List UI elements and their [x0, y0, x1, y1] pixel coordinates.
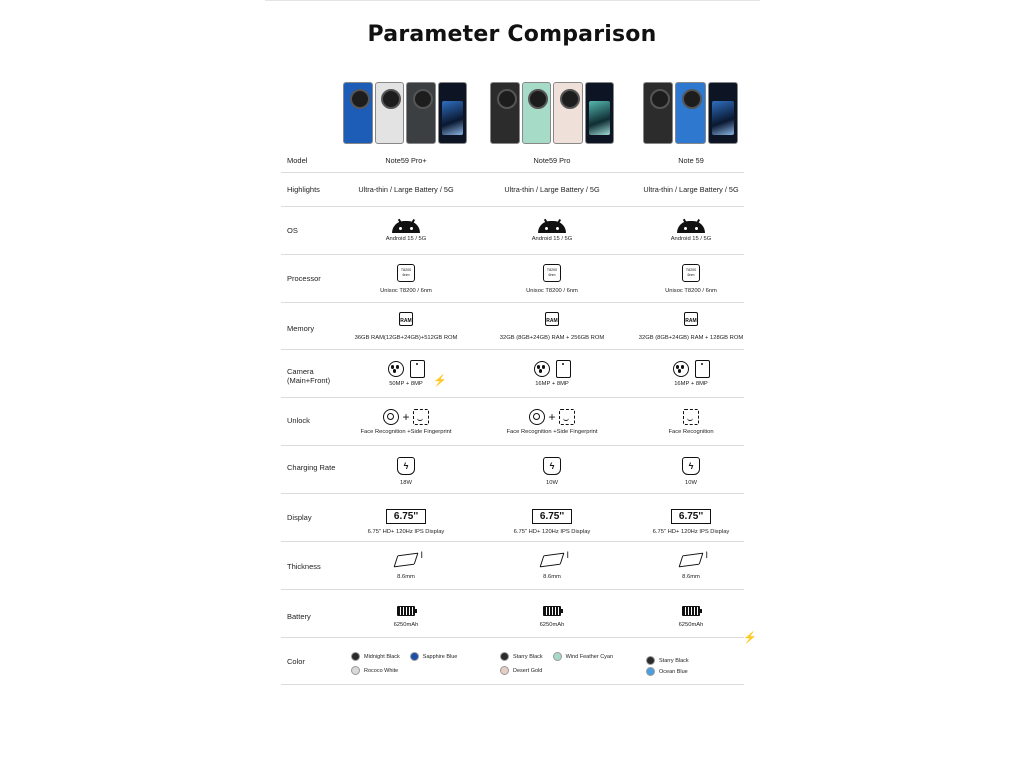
charging-cell	[336, 457, 476, 486]
color-list	[500, 652, 623, 677]
memory-value: 32GB (8GB+24GB) RAM + 256GB ROM	[499, 335, 605, 341]
camera-value: 16MP + 8MP	[535, 381, 569, 388]
row-label: Display	[287, 513, 312, 522]
display-size-badge: 6.75''	[671, 509, 711, 524]
battery-value: 6250mAh	[393, 622, 419, 628]
os-cell	[621, 219, 761, 242]
row-label: Memory	[287, 324, 315, 333]
phone-back-cyan	[522, 82, 552, 144]
rear-camera-icon	[673, 361, 689, 377]
memory-cell	[336, 312, 476, 341]
charging-value: 10W	[546, 480, 558, 486]
thickness-cell	[482, 550, 622, 580]
color-option: Desert Gold	[500, 666, 542, 675]
phone-back-black	[643, 82, 673, 144]
phone-image-pro	[490, 82, 614, 144]
color-swatch	[500, 666, 509, 675]
processor-value: Unisoc T8200 / 6nm	[526, 288, 578, 294]
thickness-marker: I	[705, 550, 708, 560]
android-icon	[392, 219, 420, 233]
memory-value: 36GB RAM(12GB+24GB)+512GB ROM	[354, 335, 458, 341]
phone-back-blue	[675, 82, 705, 144]
display-value: 6.75" HD+ 120Hz IPS Display	[652, 529, 730, 535]
android-icon	[538, 219, 566, 233]
battery-icon	[543, 606, 561, 616]
color-option: Midnight Black	[351, 652, 400, 661]
color-swatch	[500, 652, 509, 661]
processor-value: Unisoc T8200 / 6nm	[380, 288, 432, 294]
row-label: Highlights	[287, 185, 320, 194]
battery-icon	[397, 606, 415, 616]
display-value: 6.75" HD+ 120Hz IPS Display	[367, 529, 445, 535]
charging-cell	[621, 457, 761, 486]
row-label: Color	[287, 657, 305, 666]
row-model	[281, 148, 744, 173]
phone-back-gold	[553, 82, 583, 144]
row-os	[281, 207, 744, 255]
unlock-value: Face Recognition +Side Fingerprint	[360, 429, 452, 435]
phone-back-black	[406, 82, 436, 144]
rear-camera-icon	[534, 361, 550, 377]
os-cell	[336, 219, 476, 242]
charging-value: 10W	[685, 480, 697, 486]
fingerprint-icon	[529, 409, 545, 425]
chip-icon: T8200 6nm	[397, 264, 415, 282]
model-name: Note59 Pro+	[385, 156, 427, 165]
face-id-icon	[683, 409, 699, 425]
color-swatch	[646, 656, 655, 665]
row-label: Unlock	[287, 416, 310, 425]
phone-image-pro-plus	[343, 82, 467, 144]
row-battery	[281, 590, 744, 638]
display-size-badge: 6.75''	[532, 509, 572, 524]
camera-cell	[482, 360, 622, 387]
battery-icon	[682, 606, 700, 616]
display-cell	[621, 506, 761, 535]
ram-icon: RAM	[684, 312, 698, 326]
color-list	[351, 652, 467, 677]
battery-cell	[482, 606, 622, 628]
charger-icon: ϟ	[543, 457, 561, 475]
display-cell	[482, 506, 622, 535]
camera-cell	[336, 360, 476, 387]
phone-back-black	[490, 82, 520, 144]
row-unlock	[281, 398, 744, 446]
row-camera	[281, 350, 744, 398]
display-size-badge: 6.75''	[386, 509, 426, 524]
plus-sign: +	[548, 409, 556, 424]
phone-back-white	[375, 82, 405, 144]
thickness-value: 8.6mm	[682, 574, 700, 580]
row-display	[281, 494, 744, 542]
unlock-value: Face Recognition +Side Fingerprint	[506, 429, 598, 435]
color-option: Ocean Blue	[646, 667, 688, 676]
phone-front-screen	[708, 82, 738, 144]
color-option: Starry Black	[500, 652, 543, 661]
fingerprint-icon	[383, 409, 399, 425]
memory-cell	[621, 312, 761, 341]
highlights-value: Ultra-thin / Large Battery / 5G	[358, 185, 454, 194]
rear-camera-icon	[388, 361, 404, 377]
phone-back-blue	[343, 82, 373, 144]
display-value: 6.75" HD+ 120Hz IPS Display	[513, 529, 591, 535]
color-swatch	[553, 652, 562, 661]
thickness-icon	[679, 553, 704, 568]
charger-icon: ϟ	[682, 457, 700, 475]
battery-value: 6250mAh	[678, 622, 704, 628]
os-cell	[482, 219, 622, 242]
phone-image-note59	[643, 82, 738, 144]
row-label: Processor	[287, 274, 321, 283]
row-processor	[281, 255, 744, 303]
os-value: Android 15 / 5G	[531, 236, 573, 242]
charging-cell	[482, 457, 622, 486]
highlights-value: Ultra-thin / Large Battery / 5G	[504, 185, 600, 194]
color-list	[646, 656, 744, 678]
camera-cell	[621, 360, 761, 387]
highlights-value: Ultra-thin / Large Battery / 5G	[643, 185, 739, 194]
lightning-icon: ⚡	[743, 632, 757, 644]
row-charging	[281, 446, 744, 494]
face-id-icon	[559, 409, 575, 425]
os-value: Android 15 / 5G	[385, 236, 427, 242]
front-camera-icon	[556, 360, 571, 378]
charging-value: 18W	[400, 480, 412, 486]
row-label: Camera (Main+Front)	[287, 367, 331, 385]
row-highlights	[281, 173, 744, 207]
thickness-marker: I	[420, 550, 423, 560]
color-swatch	[646, 667, 655, 676]
unlock-value: Face Recognition	[668, 429, 714, 435]
thickness-value: 8.6mm	[543, 574, 561, 580]
ram-icon: RAM	[545, 312, 559, 326]
face-id-icon	[413, 409, 429, 425]
model-name: Note59 Pro	[533, 156, 571, 165]
row-label: OS	[287, 226, 298, 235]
plus-sign: +	[402, 409, 410, 424]
phone-front-screen	[438, 82, 468, 144]
unlock-cell	[621, 408, 761, 435]
processor-cell	[482, 264, 622, 294]
battery-cell	[336, 606, 476, 628]
unlock-cell	[482, 408, 622, 435]
thickness-value: 8.6mm	[397, 574, 415, 580]
color-swatch	[351, 666, 360, 675]
thickness-cell	[336, 550, 476, 580]
front-camera-icon	[695, 360, 710, 378]
display-cell	[336, 506, 476, 535]
row-label: Thickness	[287, 562, 321, 571]
processor-cell	[621, 264, 761, 294]
thickness-icon	[394, 553, 419, 568]
camera-value: 50MP + 8MP	[389, 381, 423, 388]
os-value: Android 15 / 5G	[670, 236, 712, 242]
thickness-cell	[621, 550, 761, 580]
row-label: Model	[287, 156, 308, 165]
color-option: Wind Feather Cyan	[553, 652, 613, 661]
processor-cell	[336, 264, 476, 294]
chip-icon: T8200 6nm	[682, 264, 700, 282]
phone-front-screen	[585, 82, 615, 144]
camera-value: 16MP + 8MP	[674, 381, 708, 388]
thickness-marker: I	[566, 550, 569, 560]
thickness-icon	[540, 553, 565, 568]
color-option: Rococo White	[351, 666, 398, 675]
row-thickness	[281, 542, 744, 590]
battery-value: 6250mAh	[539, 622, 565, 628]
row-color	[281, 638, 744, 685]
top-divider	[265, 0, 760, 1]
row-label: Battery	[287, 612, 311, 621]
ram-icon: RAM	[399, 312, 413, 326]
front-camera-icon	[410, 360, 425, 378]
page-title: Parameter Comparison	[367, 22, 657, 47]
charger-icon: ϟ	[397, 457, 415, 475]
memory-value: 32GB (8GB+24GB) RAM + 128GB ROM	[638, 335, 744, 341]
battery-cell	[621, 606, 761, 628]
model-name: Note 59	[678, 156, 704, 165]
color-option: Starry Black	[646, 656, 689, 665]
memory-cell	[482, 312, 622, 341]
unlock-cell	[336, 408, 476, 435]
lightning-icon: ⚡	[433, 375, 447, 387]
processor-value: Unisoc T8200 / 6nm	[665, 288, 717, 294]
chip-icon: T8200 6nm	[543, 264, 561, 282]
row-label: Charging Rate	[287, 463, 336, 472]
color-swatch	[351, 652, 360, 661]
color-swatch	[410, 652, 419, 661]
android-icon	[677, 219, 705, 233]
color-option: Sapphire Blue	[410, 652, 458, 661]
